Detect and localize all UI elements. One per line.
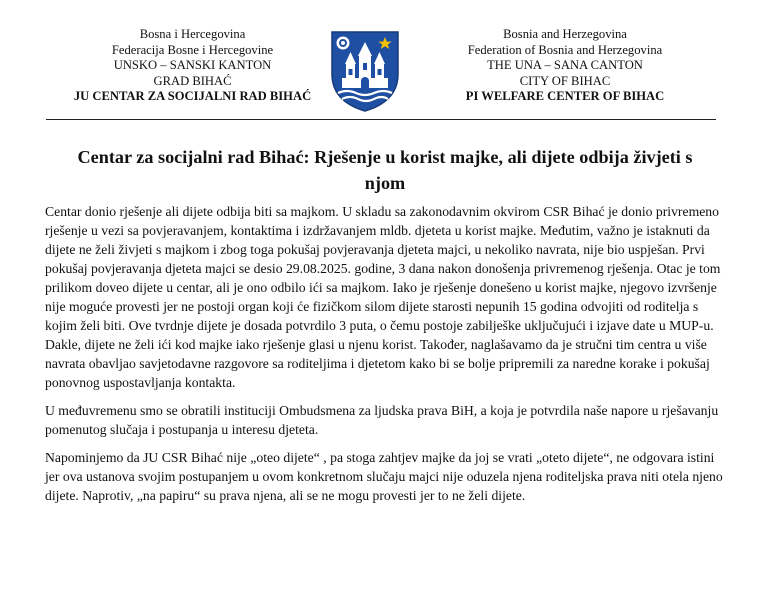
paragraph-2: U međuvremenu smo se obratili instituciji Ombudsmena za ljudska prava BiH, a koja je potvrdila naše napore u rješavanju pomenutog slučaja i postupanja u interesu djeteta. [45, 403, 719, 437]
paragraph-1: Centar donio rješenje ali dijete odbija biti sa majkom. U skladu sa zakonodavnim okvirom CSR Bihać je donio privremeno rješenje u vezi sa povjeravanjem, kontaktima i izdržavanjem mldb. djeteta u korist majke. Međutim, važno je istaknuti da dijete ne želi živjeti s majkom i zbog toga pokušaj povjeravanja djeteta majci, u nekoliko navrata, nije bio uspješan. Prvi pokušaj povjeravanja djeteta majci se desio 29.08.2025. godine, 3 dana nakon donošenja privremenog rješenja. Otac je tom prilikom doveo dijete u centar, ali je ono odbilo ići sa majkom. Iako je rješenje donešeno u korist majke, njegovo izvršenje nije moguće provesti jer ne postoji organ koji će fizičkom silom dijete starosti nepunih 15 godina odvojiti od roditelja s kojim želi biti. Ove tvrdnje dijete je dosada potvrdilo 3 puta, o čemu postoje zabilješke uključujući i izjave date u MUP-u. Dakle, dijete ne želi ići kod majke iako rješenje glasi u njenu korist. Također, naglašavamo da je stručni tim centra u više navrata obavljao savjetodavne razgovore sa roditeljima i djetetom kako bi se bolje pripremili za naredne korake i pokušaj ponovnog uspostavljanja kontakta. [45, 204, 721, 390]
letterhead-right-country: Bosnia and Herzegovina [503, 27, 627, 41]
letterhead-left-country: Bosna i Hercegovina [139, 27, 246, 41]
header-divider [46, 119, 716, 120]
letterhead-right-canton: THE UNA – SANA CANTON [487, 58, 643, 73]
letterhead-left-block [50, 27, 335, 105]
document-body [45, 202, 731, 514]
letterhead [0, 0, 768, 122]
letterhead-left-entity: Federacija Bosne i Hercegovine [111, 42, 274, 57]
letterhead-left-city: GRAD BIHAĆ [153, 73, 232, 88]
letterhead-left-institution: JU CENTAR ZA SOCIJALNI RAD BIHAĆ [73, 89, 312, 104]
letterhead-right-entity: Federation of Bosnia and Herzegovina [467, 42, 663, 57]
letterhead-left-canton: UNSKO – SANSKI KANTON [113, 58, 272, 73]
bihac-coat-of-arms-icon [330, 30, 400, 112]
letterhead-right-block [420, 27, 710, 105]
paragraph-3: Napominjemo da JU CSR Bihać nije „oteo dijete“ , pa stoga zahtjev majke da joj se vrati „oteto dijete“, ne odgovara istini jer ova ustanova svojim postupanjem u ovom konkretnom slučaju majci nije oduzela njena roditeljska prava niti otela njeno dijete. Naprotiv, „na papiru“ su prava njena, ali se ne mogu provesti jer to ne želi dijete. [45, 450, 723, 503]
letterhead-right-city: CITY OF BIHAC [519, 73, 611, 88]
letterhead-right-institution: PI WELFARE CENTER OF BIHAC [465, 89, 665, 104]
document-title: Centar za socijalni rad Bihać: Rješenje u korist majke, ali dijete odbija živjeti s njom [77, 147, 693, 193]
